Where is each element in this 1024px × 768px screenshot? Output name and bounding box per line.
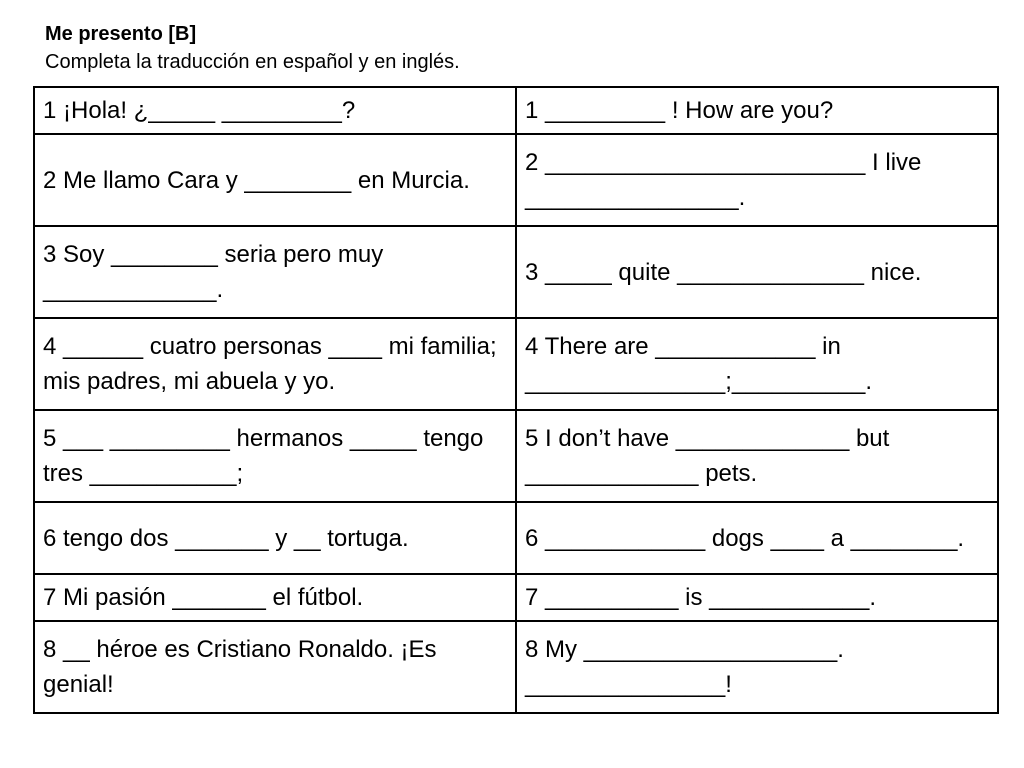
english-cell: 5 I don’t have _____________ but _____________ pets. (516, 410, 998, 502)
table-row (34, 621, 998, 713)
table-row (34, 87, 998, 134)
worksheet-instructions: Completa la traducción en español y en inglés. (45, 51, 460, 73)
worksheet-title: Me presento [B] (45, 23, 197, 45)
table-row (34, 410, 998, 502)
english-cell: 7 __________ is ____________. (516, 574, 998, 621)
worksheet-header (45, 20, 460, 76)
english-cell: 6 ____________ dogs ____ a ________. (516, 502, 998, 574)
english-cell: 3 _____ quite ______________ nice. (516, 226, 998, 318)
english-cell: 2 ________________________ I live ________________. (516, 134, 998, 226)
english-cell: 1 _________ ! How are you? (516, 87, 998, 134)
table-row (34, 574, 998, 621)
english-cell: 4 There are ____________ in _______________;__________. (516, 318, 998, 410)
spanish-cell: 7 Mi pasión _______ el fútbol. (34, 574, 516, 621)
english-cell: 8 My ___________________. _______________! (516, 621, 998, 713)
table-row (34, 226, 998, 318)
spanish-cell: 2 Me llamo Cara y ________ en Murcia. (34, 134, 516, 226)
table-row (34, 502, 998, 574)
translation-table (33, 86, 999, 714)
spanish-cell: 8 __ héroe es Cristiano Ronaldo. ¡Es genial! (34, 621, 516, 713)
spanish-cell: 4 ______ cuatro personas ____ mi familia; mis padres, mi abuela y yo. (34, 318, 516, 410)
spanish-cell: 1 ¡Hola! ¿_____ _________? (34, 87, 516, 134)
spanish-cell: 3 Soy ________ seria pero muy _____________. (34, 226, 516, 318)
table-row (34, 318, 998, 410)
spanish-cell: 6 tengo dos _______ y __ tortuga. (34, 502, 516, 574)
table-row (34, 134, 998, 226)
spanish-cell: 5 ___ _________ hermanos _____ tengo tres ___________; (34, 410, 516, 502)
